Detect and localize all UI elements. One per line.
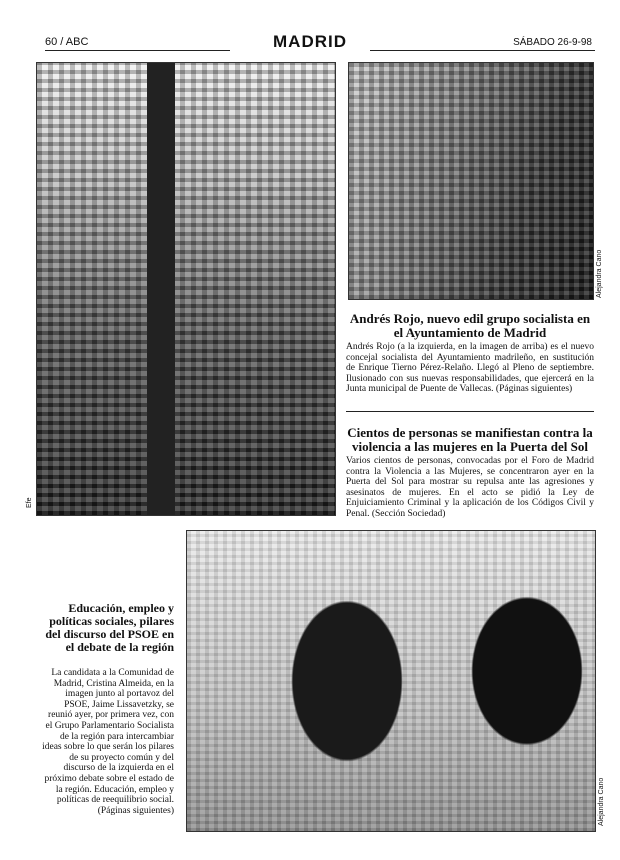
headline-violencia: Cientos de personas se manifiestan contra la violencia a las mujeres en la Puerta del Sol xyxy=(347,425,593,454)
headline-psoe: Educación, empleo y políticas sociales, pilares del discurso del PSOE en el debate de la región xyxy=(45,601,174,654)
header-rule-right xyxy=(370,50,595,51)
photo-andres-rojo xyxy=(348,62,594,300)
headline-rojo: Andrés Rojo, nuevo edil grupo socialista en el Ayuntamiento de Madrid xyxy=(349,311,591,340)
photo-building xyxy=(36,62,336,516)
photo-credit-building: Efe xyxy=(26,497,33,508)
body-psoe: La candidata a la Comunidad de Madrid, Cristina Almeida, en la imagen junto al portavoz del PSOE, Jaime Lissavetzky, se reunió ayer, por primera vez, con el Grupo Parlamentario Socialista de la región para intercambiar ideas sobre lo que serán los pilares de su proyecto común y del discurso de la izquierda en el próximo debate sobre el estado de la región. Educación, empleo y políticas de reequilibrio social. (Páginas siguientes) xyxy=(42,668,174,816)
page-date: SÁBADO 26-9-98 xyxy=(513,37,592,48)
page-number-section: 60 / ABC xyxy=(45,36,89,48)
photo-psoe-meeting xyxy=(186,530,596,832)
photo-credit-psoe: Alejandra Cano xyxy=(598,777,605,826)
section-title: MADRID xyxy=(273,32,347,51)
body-rojo: Andrés Rojo (a la izquierda, en la imagen de arriba) es el nuevo concejal socialista del Ayuntamiento madrileño, en sustitución de Enrique Tierno Pérez-Relaño. Llegó al Pleno de septiembre. Ilusionado con sus nuevas responsabilidades, que ejercerá en la Junta municipal de Puente de Vallecas. (Páginas siguientes) xyxy=(346,342,594,394)
body-violencia: Varios cientos de personas, convocadas por el Foro de Madrid contra la Violencia a las Mujeres, se concentraron ayer en la Puerta del Sol para mostrar su repulsa ante las agresiones y asesinatos de mujeres. En el acto se pidió la Ley de Enjuiciamiento Criminal y la aplicación de los Códigos Civil y Penal. (Sección Sociedad) xyxy=(346,456,594,519)
photo-credit-rojo: Alejandra Cano xyxy=(596,249,603,298)
article-divider xyxy=(346,411,594,412)
